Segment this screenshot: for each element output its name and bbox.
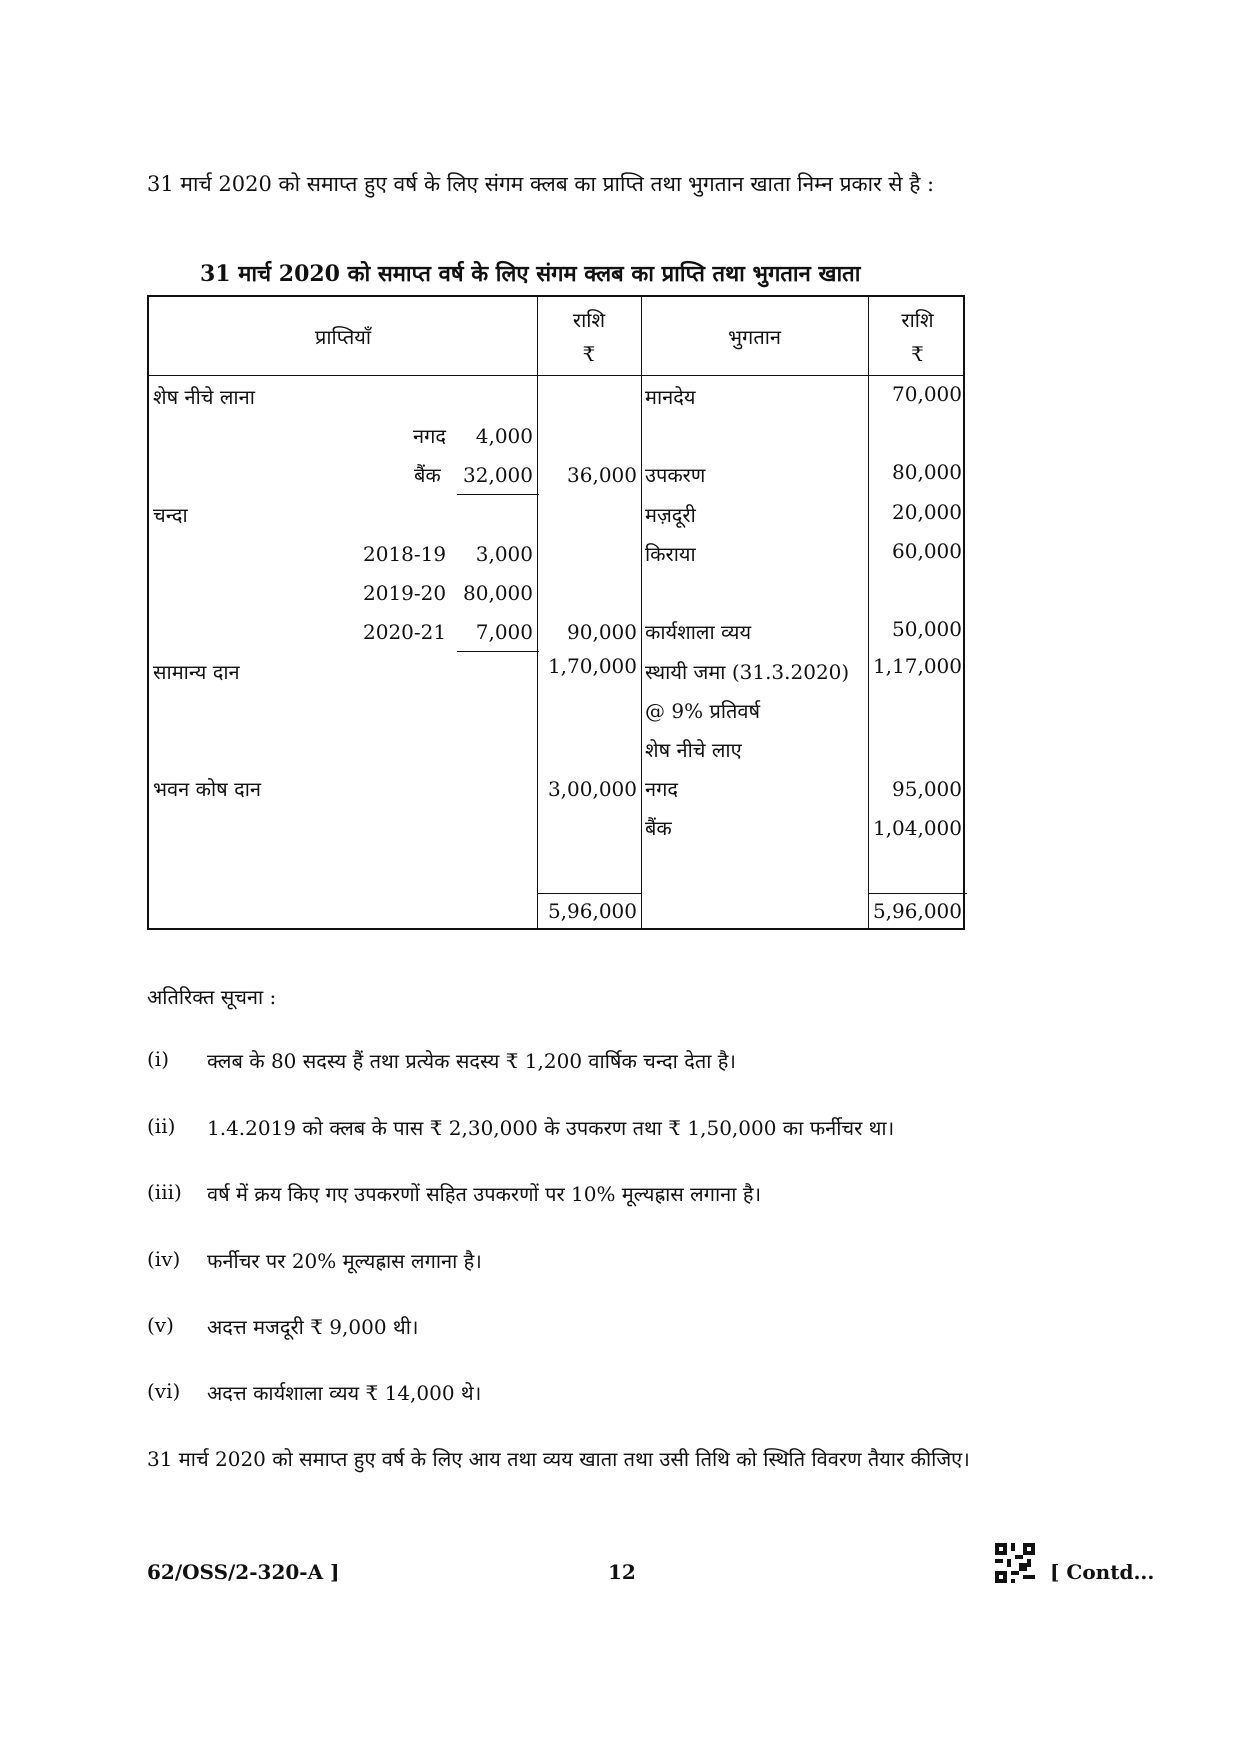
sub-year: 2018-19 [363, 542, 447, 566]
note-text: फर्नीचर पर 20% मूल्यह्रास लगाना है। [207, 1249, 482, 1273]
payments-total: 5,96,000 [872, 899, 962, 923]
opening-cash-label: नगद [413, 424, 446, 448]
payment-label: उपकरण [645, 463, 706, 487]
closing-cash-amount: 95,000 [892, 777, 962, 801]
note-number: (iv) [147, 1247, 181, 1271]
sub-year: 2020-21 [363, 620, 447, 644]
opening-bank-value: 32,000 [463, 463, 533, 487]
note-text: अदत्त मजदूरी ₹ 9,000 थी। [207, 1315, 419, 1339]
header-amount: राशि [572, 308, 606, 332]
payment-label: स्थायी जमा (31.3.2020) [645, 660, 850, 684]
building-fund-label: भवन कोष दान [153, 777, 261, 801]
header-payments: भुगतान [728, 325, 781, 349]
question-text: 31 मार्च 2020 को समाप्त हुए वर्ष के लिए आय तथा व्यय खाता तथा उसी तिथि को स्थिति विवरण तैयार कीजिए। [147, 1447, 970, 1471]
payment-amount: 50,000 [892, 617, 962, 641]
sub-value: 3,000 [475, 542, 533, 566]
receipts-payments-table [147, 295, 965, 930]
sub-value: 80,000 [463, 581, 533, 605]
payment-label: किराया [645, 542, 696, 566]
opening-bank-label: बैंक [414, 463, 441, 487]
building-fund-amount: 3,00,000 [547, 777, 637, 801]
total-rule [868, 893, 967, 894]
col-divider [868, 297, 869, 928]
note-text: अदत्त कार्यशाला व्यय ₹ 14,000 थे। [207, 1381, 482, 1405]
opening-total: 36,000 [567, 463, 637, 487]
closing-balance-label: शेष नीचे लाए [645, 738, 742, 762]
note-number: (i) [147, 1047, 170, 1071]
col-divider [641, 297, 642, 928]
payment-label: कार्यशाला व्यय [645, 620, 752, 644]
payment-label: मज़दूरी [645, 503, 696, 527]
col-divider [537, 297, 538, 928]
additional-info-heading: अतिरिक्त सूचना : [147, 985, 277, 1009]
subtotal-rule [457, 651, 539, 652]
intro-text: 31 मार्च 2020 को समाप्त हुए वर्ष के लिए संगम क्लब का प्राप्ति तथा भुगतान खाता निम्न प्रकार से है : [147, 172, 935, 196]
payment-amount: 70,000 [892, 382, 962, 406]
header-currency-2: ₹ [911, 342, 924, 366]
header-currency: ₹ [582, 342, 596, 366]
total-rule [537, 893, 641, 894]
sub-year: 2019-20 [363, 581, 447, 605]
payment-amount: 80,000 [892, 460, 962, 484]
note-number: (v) [147, 1313, 174, 1337]
subtotal-rule [457, 494, 539, 495]
paper-code: 62/OSS/2-320-A ] [147, 1560, 340, 1584]
subscription-total: 90,000 [567, 620, 637, 644]
note-text: क्लब के 80 सदस्य हैं तथा प्रत्येक सदस्य ₹ 1,200 वार्षिक चन्दा देता है। [207, 1049, 736, 1073]
opening-cash-value: 4,000 [475, 424, 533, 448]
payment-amount: 20,000 [892, 500, 962, 524]
opening-balance-label: शेष नीचे लाना [153, 385, 255, 409]
note-text: वर्ष में क्रय किए गए उपकरणों सहित उपकरणों पर 10% मूल्यह्रास लगाना है। [207, 1182, 762, 1206]
receipts-total: 5,96,000 [547, 899, 637, 923]
note-number: (ii) [147, 1114, 176, 1138]
payment-label: मानदेय [645, 385, 696, 409]
closing-bank-amount: 1,04,000 [872, 816, 962, 840]
sub-value: 7,000 [475, 620, 533, 644]
payment-amount: 60,000 [892, 539, 962, 563]
closing-bank-label: बैंक [645, 816, 672, 840]
note-number: (iii) [147, 1180, 182, 1204]
general-donation-label: सामान्य दान [153, 660, 240, 684]
page-number: 12 [608, 1560, 636, 1584]
general-donation-amount: 1,70,000 [547, 654, 637, 678]
qr-code-icon [995, 1543, 1035, 1583]
deposit-rate: @ 9% प्रतिवर्ष [645, 699, 761, 723]
closing-cash-label: नगद [645, 777, 678, 801]
subscription-label: चन्दा [153, 503, 188, 527]
table-title: 31 मार्च 2020 को समाप्त वर्ष के लिए संगम क्लब का प्राप्ति तथा भुगतान खाता [200, 261, 861, 287]
continued-marker: [ Contd... [1050, 1560, 1155, 1584]
header-receipts: प्राप्तियाँ [314, 325, 372, 349]
note-number: (vi) [147, 1379, 181, 1403]
payment-amount: 1,17,000 [872, 654, 962, 678]
header-amount-2: राशि [901, 308, 934, 332]
header-divider [149, 375, 963, 376]
note-text: 1.4.2019 को क्लब के पास ₹ 2,30,000 के उपकरण तथा ₹ 1,50,000 का फर्नीचर था। [207, 1116, 895, 1140]
